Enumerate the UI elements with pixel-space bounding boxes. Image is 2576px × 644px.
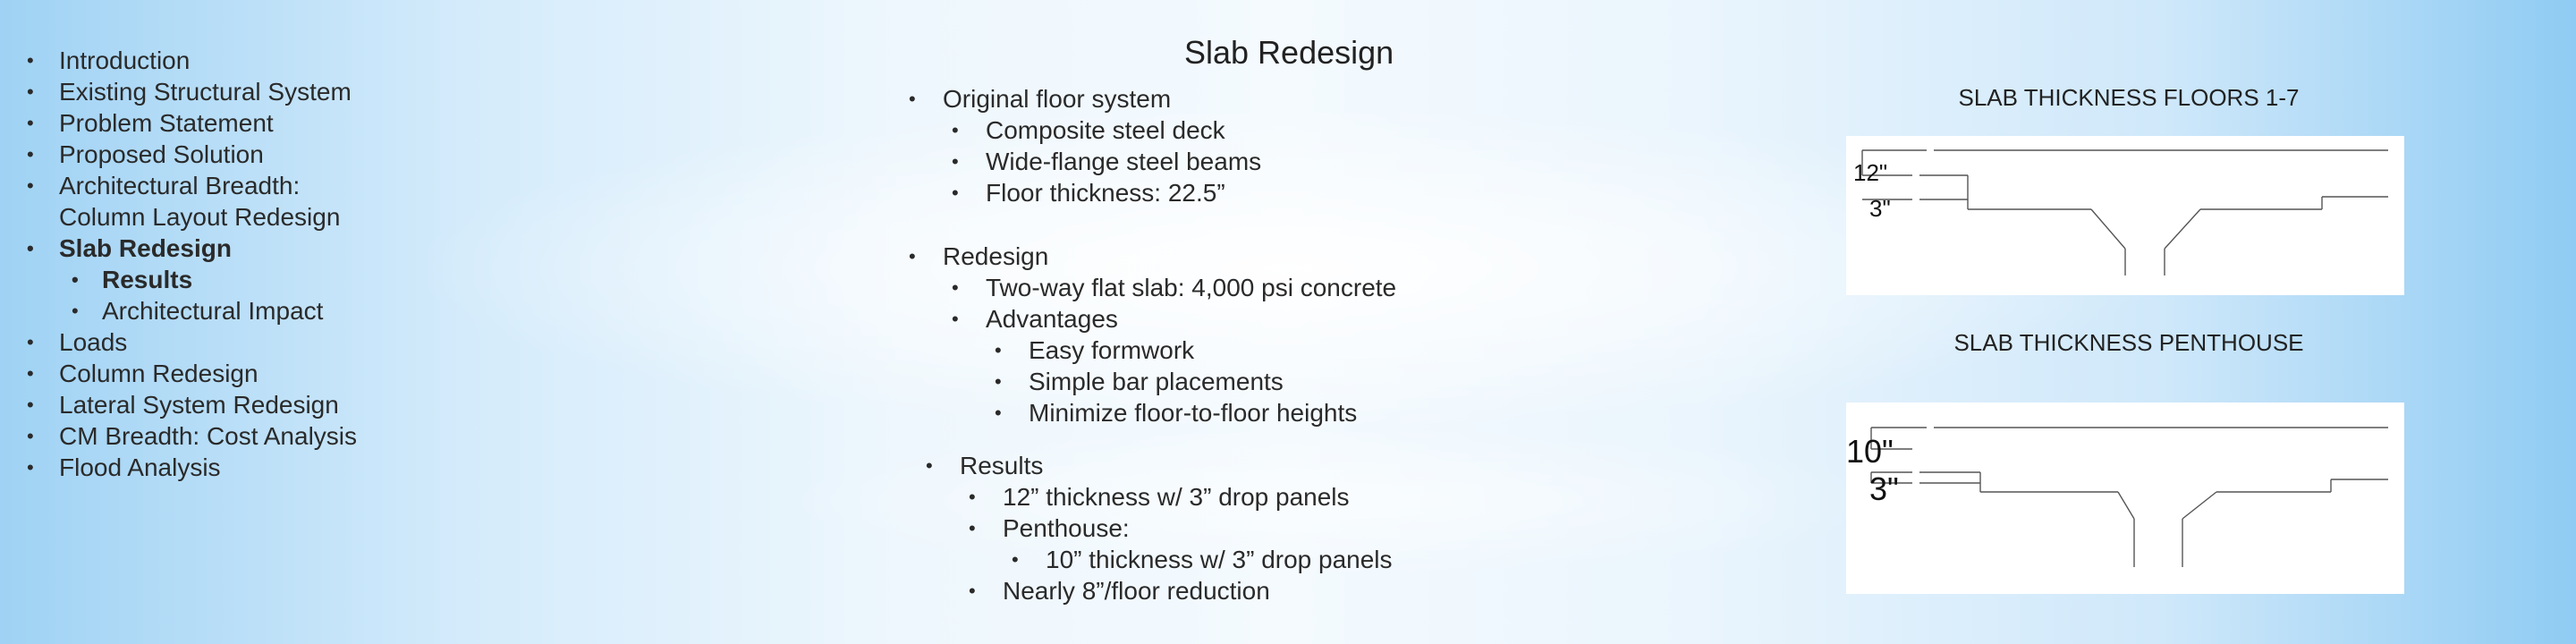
results-item: • 12” thickness w/ 3” drop panels bbox=[960, 481, 1393, 513]
original-heading: • Original floor system bbox=[943, 83, 1261, 114]
slab-thickness-label: 10" bbox=[1846, 433, 1894, 470]
figure-floors-title: SLAB THICKNESS FLOORS 1-7 bbox=[1958, 84, 2300, 111]
slab-section-drawing-penthouse bbox=[1846, 402, 2404, 594]
original-item: • Composite steel deck bbox=[943, 114, 1261, 146]
nav-item-slab-redesign[interactable]: • Slab Redesign bbox=[27, 233, 357, 264]
slab-section-drawing-floors bbox=[1846, 136, 2404, 295]
results-item: • Nearly 8”/floor reduction bbox=[960, 575, 1393, 606]
drop-panel-label: 3" bbox=[1869, 470, 1899, 507]
slide-title: Slab Redesign bbox=[1184, 34, 1394, 71]
original-item: • Wide-flange steel beams bbox=[943, 146, 1261, 177]
nav-item-cm-breadth[interactable]: • CM Breadth: Cost Analysis bbox=[27, 420, 357, 452]
nav-item-architectural-breadth-cont[interactable]: Column Layout Redesign bbox=[59, 203, 341, 231]
nav-subitem-architectural-impact[interactable]: • Architectural Impact bbox=[27, 295, 357, 326]
figure-floors-section bbox=[1846, 136, 2404, 295]
advantage-item: • Simple bar placements bbox=[943, 366, 1396, 397]
nav-item-proposed-solution[interactable]: • Proposed Solution bbox=[27, 139, 357, 170]
figure-penthouse-section bbox=[1846, 402, 2404, 594]
original-section bbox=[943, 83, 1261, 208]
figure-penthouse-title: SLAB THICKNESS PENTHOUSE bbox=[1953, 329, 2304, 356]
slab-thickness-label: 12" bbox=[1853, 159, 1888, 186]
nav-item-introduction[interactable]: • Introduction bbox=[27, 45, 357, 76]
drop-panel-label: 3" bbox=[1869, 195, 1891, 222]
redesign-item: • Two-way flat slab: 4,000 psi concrete bbox=[943, 272, 1396, 303]
advantage-item: • Minimize floor-to-floor heights bbox=[943, 397, 1396, 428]
redesign-heading: • Redesign bbox=[943, 241, 1396, 272]
nav-item-loads[interactable]: • Loads bbox=[27, 326, 357, 358]
nav-item-flood-analysis[interactable]: • Flood Analysis bbox=[27, 452, 357, 483]
nav-item-architectural-breadth[interactable]: • Architectural Breadth: bbox=[27, 170, 357, 201]
nav-item-lateral-system-redesign[interactable]: • Lateral System Redesign bbox=[27, 389, 357, 420]
advantage-item: • Easy formwork bbox=[943, 335, 1396, 366]
results-section bbox=[960, 450, 1393, 606]
outline-nav bbox=[27, 45, 357, 483]
nav-item-column-redesign[interactable]: • Column Redesign bbox=[27, 358, 357, 389]
redesign-section bbox=[943, 241, 1396, 428]
results-heading: • Results bbox=[960, 450, 1393, 481]
penthouse-label: • Penthouse: bbox=[960, 513, 1393, 544]
penthouse-item: • 10” thickness w/ 3” drop panels bbox=[960, 544, 1393, 575]
advantages-label: • Advantages bbox=[943, 303, 1396, 335]
original-item: • Floor thickness: 22.5” bbox=[943, 177, 1261, 208]
nav-item-problem-statement[interactable]: • Problem Statement bbox=[27, 107, 357, 139]
nav-subitem-results[interactable]: • Results bbox=[27, 264, 357, 295]
nav-item-existing-structural-system[interactable]: • Existing Structural System bbox=[27, 76, 357, 107]
